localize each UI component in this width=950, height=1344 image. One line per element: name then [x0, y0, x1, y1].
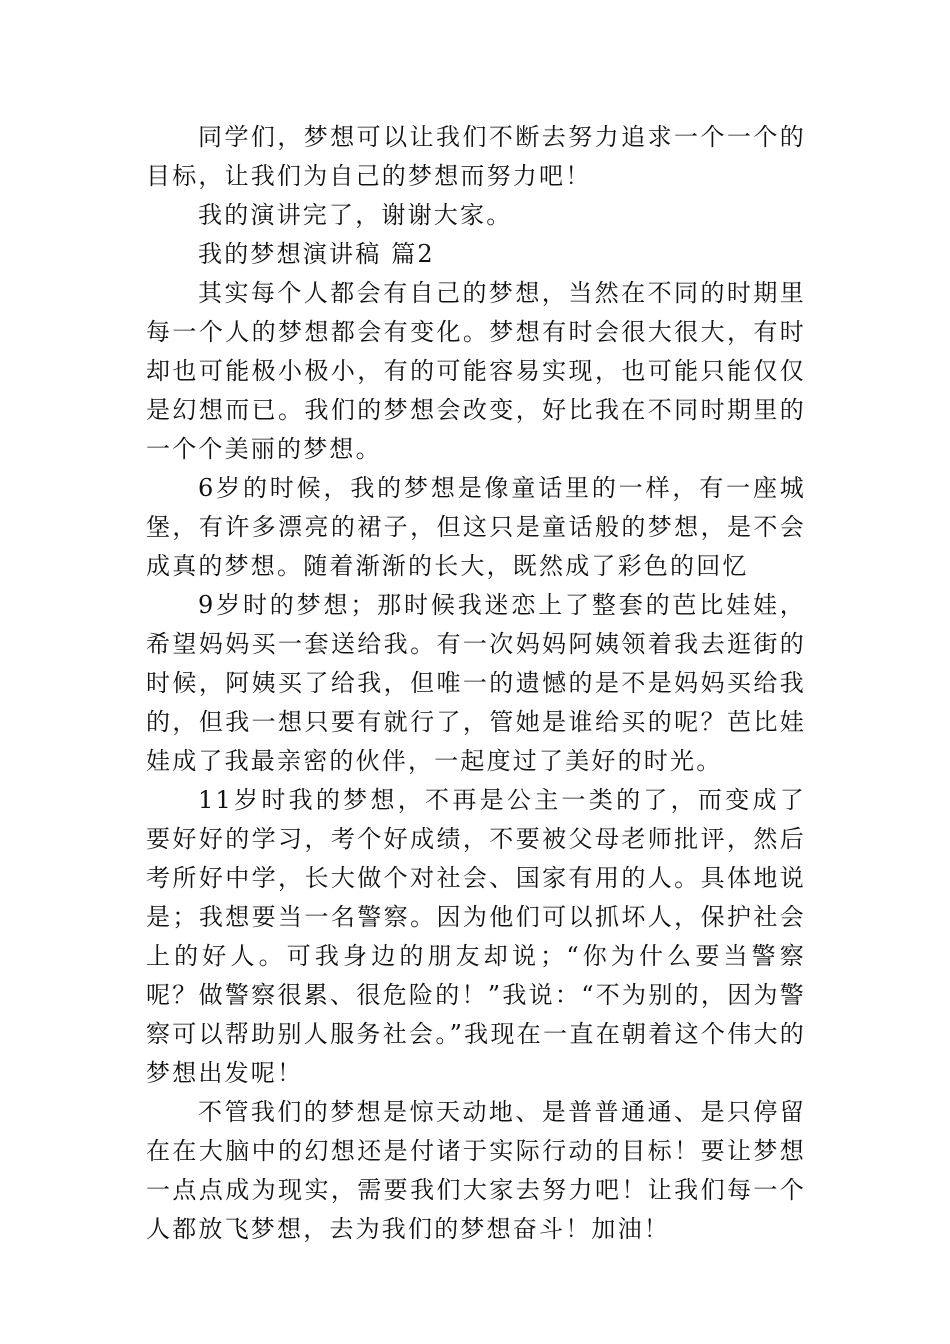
section-heading: 我的梦想演讲稿 篇2 [198, 240, 435, 268]
paragraph-thanks: 我的演讲完了，谢谢大家。 [198, 201, 513, 229]
paragraph-age-11: 11岁时我的梦想，不再是公主一类的了，而变成了要好好的学习，考个好成绩，不要被父母老师批评，然后考所好中学，长大做个对社会、国家有用的人。具体地说是；我想要当一名警察。因为他们可以抓坏人，保护社会上的好人。可我身边的朋友却说；“你为什么要当警察呢？做警察很累、很危险的！”我说：“不为别的，因为警察可以帮助别人服务社会。”我现在一直在朝着这个伟大的梦想出发呢！ [146, 786, 806, 1087]
paragraph-age-9: 9岁时的梦想；那时候我迷恋上了整套的芭比娃娃，希望妈妈买一套送给我。有一次妈妈阿姨领着我去逛街的时候，阿姨买了给我，但唯一的遗憾的是不是妈妈买给我的，但我一想只要有就行了，管她是谁给买的呢？芭比娃娃成了我最亲密的伙伴，一起度过了美好的时光。 [146, 591, 806, 775]
paragraph-age-6: 6岁的时候，我的梦想是像童话里的一样，有一座城堡，有许多漂亮的裙子，但这只是童话般的梦想，是不会成真的梦想。随着渐渐的长大，既然成了彩色的回忆 [146, 474, 806, 580]
paragraph-conclusion: 不管我们的梦想是惊天动地、是普普通通、是只停留在在大脑中的幻想还是付诸于实际行动的目标！要让梦想一点点成为现实，需要我们大家去努力吧！让我们每一个人都放飞梦想，去为我们的梦想奋斗！加油！ [146, 1098, 806, 1243]
paragraph-closing-appeal: 同学们，梦想可以让我们不断去努力追求一个一个的目标，让我们为自己的梦想而努力吧！ [146, 123, 806, 190]
document-body [146, 118, 806, 1249]
paragraph-intro: 其实每个人都会有自己的梦想，当然在不同的时期里每一个人的梦想都会有变化。梦想有时会很大很大，有时却也可能极小极小，有的可能容易实现，也可能只能仅仅是幻想而已。我们的梦想会改变，好比我在不同时期里的一个个美丽的梦想。 [146, 279, 806, 463]
